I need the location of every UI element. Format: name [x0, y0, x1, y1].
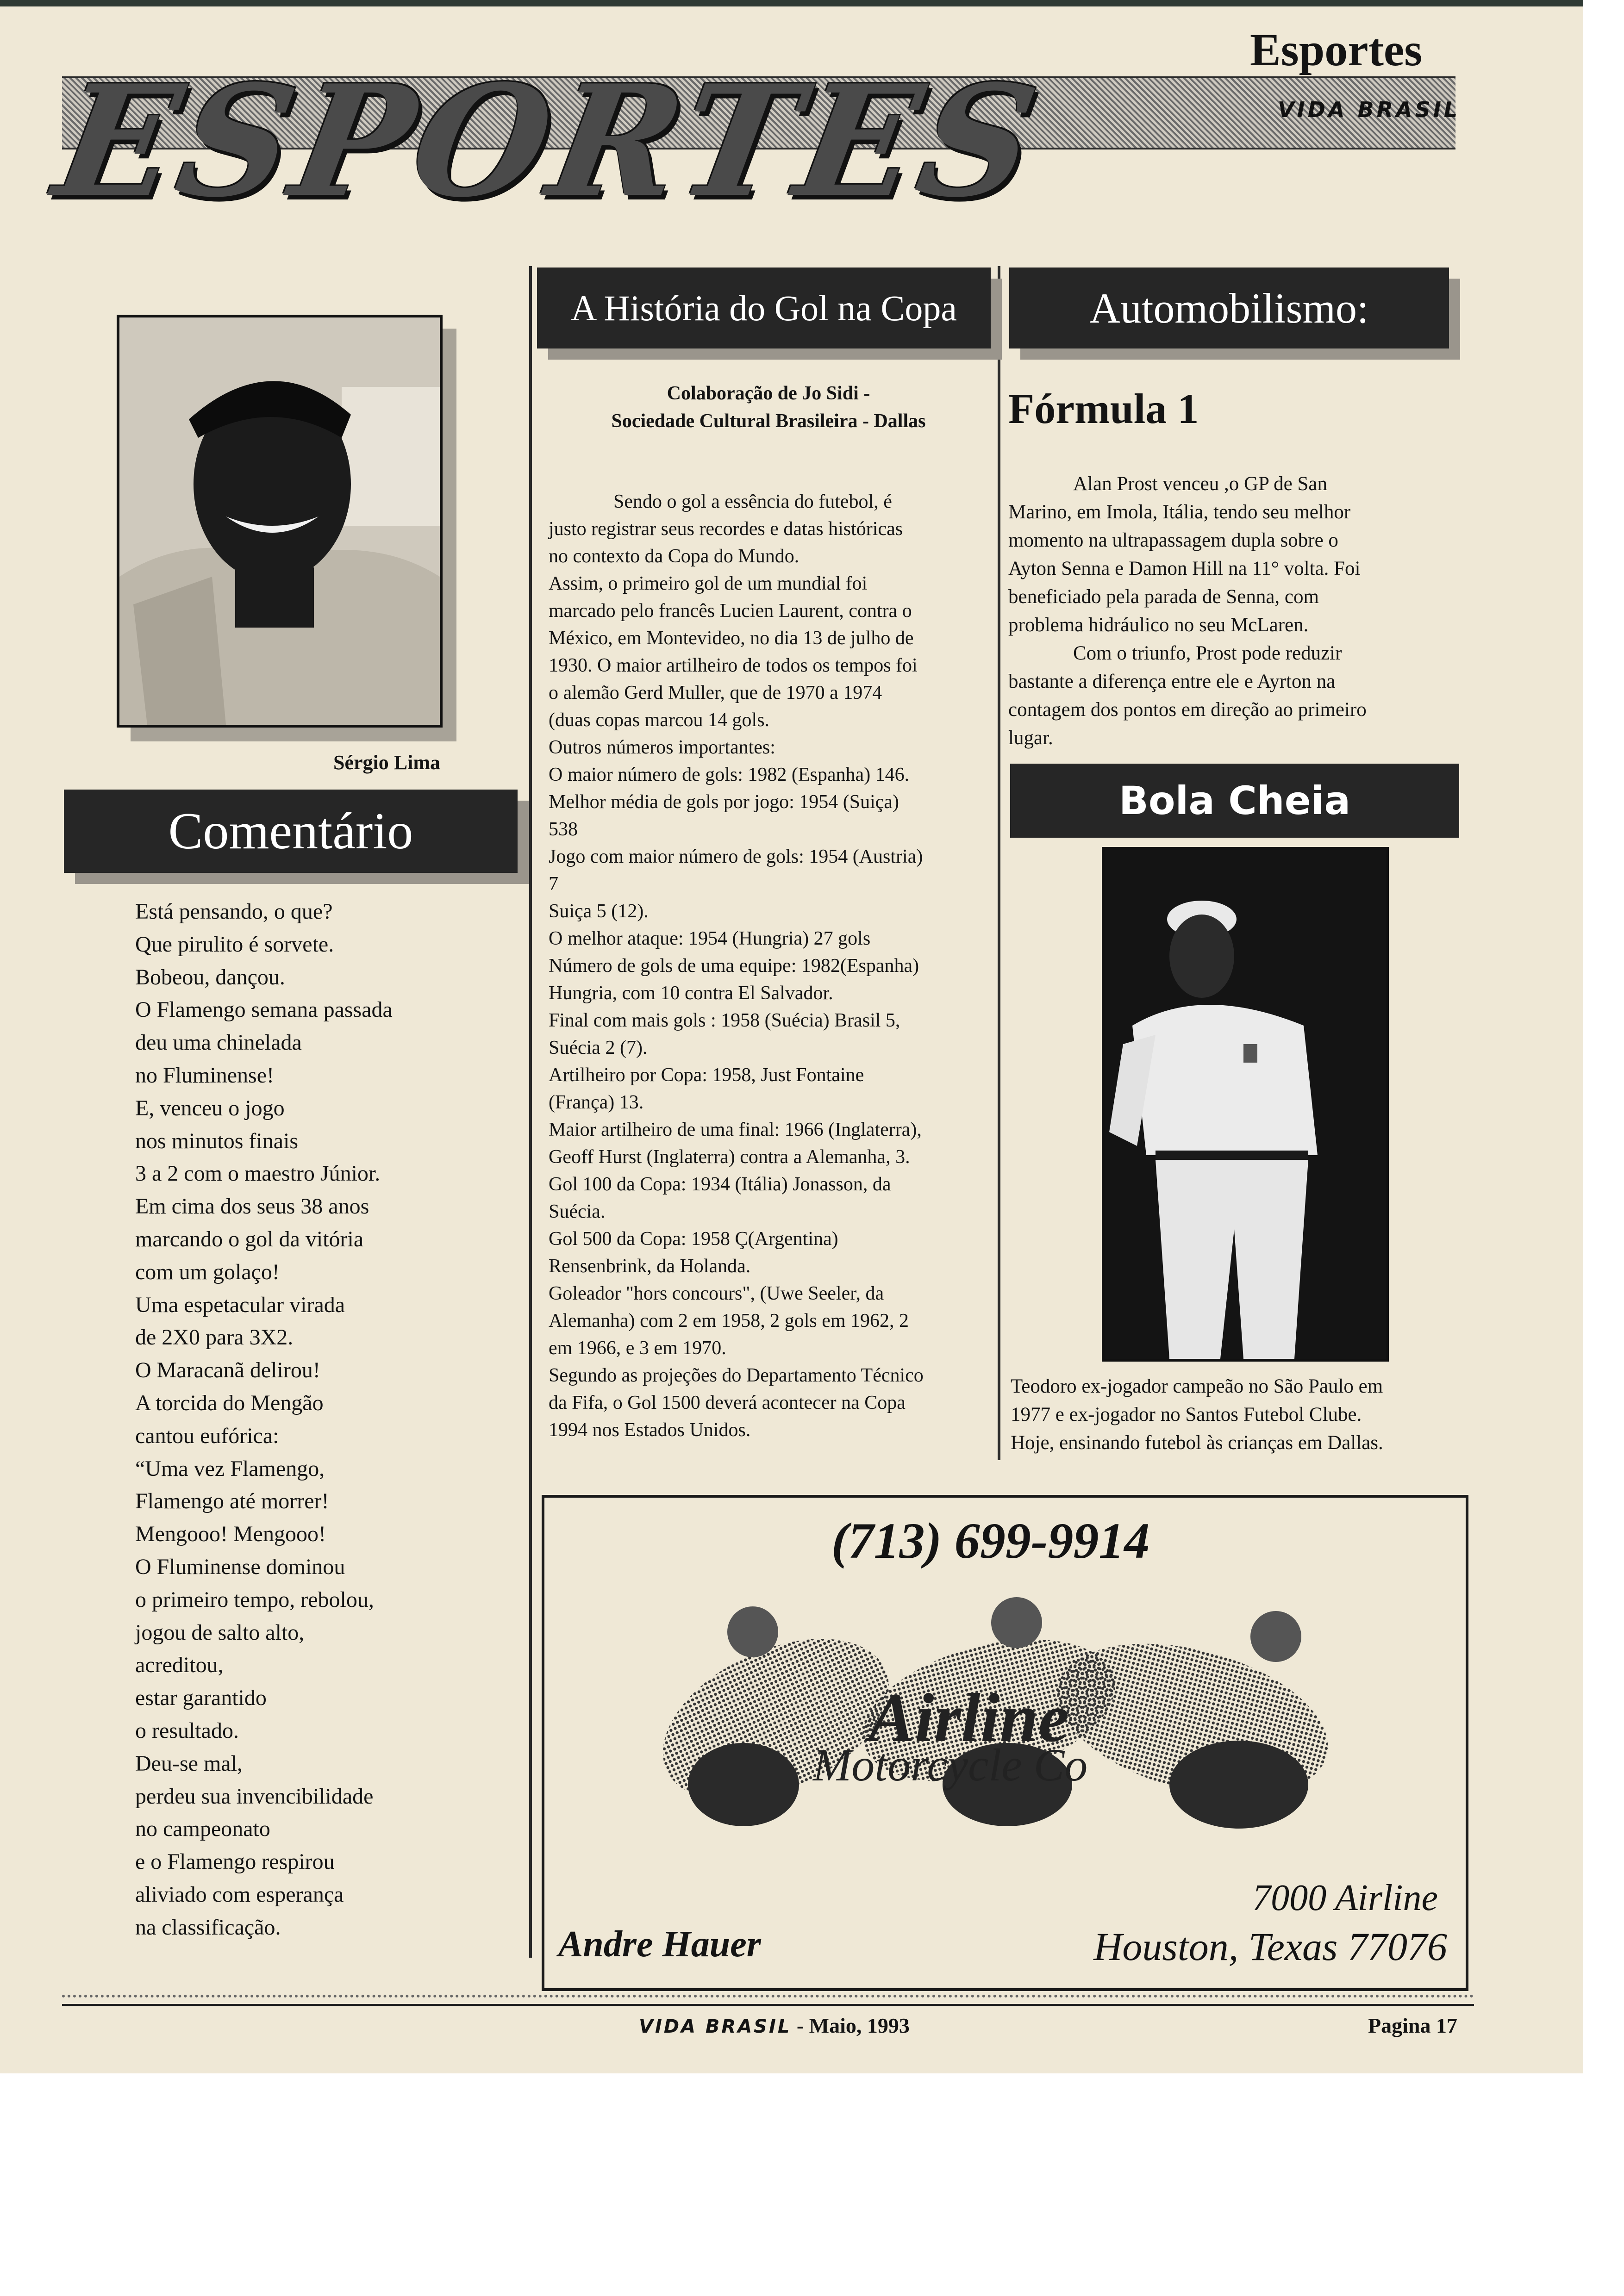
- comentario-line: o primeiro tempo, rebolou,: [135, 1587, 374, 1612]
- formula1-line: Com o triunfo, Prost pode reduzir: [1073, 642, 1342, 664]
- historia-line: da Fifa, o Gol 1500 deverá acontecer na Copa: [549, 1392, 906, 1413]
- formula1-line: contagem dos pontos em direção ao primeiro: [1008, 699, 1367, 721]
- footer-dotted-rule: [62, 1995, 1474, 1997]
- top-rule: [0, 0, 1583, 6]
- historia-line: Número de gols de uma equipe: 1982(Espanha): [549, 955, 919, 977]
- comentario-line: com um golaço!: [135, 1259, 280, 1284]
- historia-line: 1994 nos Estados Unidos.: [549, 1419, 751, 1441]
- historia-line: 1930. O maior artilheiro de todos os tempos foi: [549, 655, 918, 676]
- footer-brand: VIDA BRASIL: [639, 2016, 792, 2037]
- historia-line: México, em Montevideo, no dia 13 de julho de: [549, 628, 914, 649]
- comentario-line: O Maracanã delirou!: [135, 1358, 320, 1383]
- historia-title: A História do Gol na Copa: [570, 287, 957, 328]
- historia-header: [537, 268, 991, 348]
- comentario-line: Está pensando, o que?: [135, 899, 333, 924]
- historia-line: 7: [549, 873, 558, 895]
- comentario-line: deu uma chinelada: [135, 1030, 302, 1055]
- comentario-line: Uma espetacular virada: [135, 1292, 345, 1317]
- historia-line: O melhor ataque: 1954 (Hungria) 27 gols: [549, 928, 871, 949]
- historia-line: Jogo com maior número de gols: 1954 (Austria): [549, 846, 923, 867]
- formula1-line: momento na ultrapassagem dupla sobre o: [1008, 529, 1338, 551]
- comentario-line: O Fluminense dominou: [135, 1554, 345, 1579]
- credit-line-2: Sociedade Cultural Brasileira - Dallas: [611, 411, 926, 432]
- comentario-line: O Flamengo semana passada: [135, 997, 393, 1022]
- comentario-line: o resultado.: [135, 1718, 239, 1743]
- historia-line: Suécia 2 (7).: [549, 1037, 648, 1058]
- comentario-line: estar garantido: [135, 1686, 267, 1711]
- comentario-line: e o Flamengo respirou: [135, 1849, 335, 1874]
- historia-line: no contexto da Copa do Mundo.: [549, 546, 800, 567]
- historia-line: Alemanha) com 2 em 1958, 2 gols em 1962, 2: [549, 1310, 909, 1332]
- comentario-line: aliviado com esperança: [135, 1882, 344, 1907]
- historia-line: Artilheiro por Copa: 1958, Just Fontaine: [549, 1064, 864, 1086]
- footer-rule: [62, 2004, 1474, 2006]
- comentario-line: perdeu sua invencibilidade: [135, 1784, 374, 1809]
- ad-address-street: 7000 Airline: [1252, 1878, 1438, 1918]
- historia-line: O maior número de gols: 1982 (Espanha) 146.: [549, 764, 910, 785]
- historia-line: Gol 100 da Copa: 1934 (Itália) Jonasson, da: [549, 1174, 891, 1195]
- comentario-line: Mengooo! Mengooo!: [135, 1522, 326, 1547]
- historia-line: Rensenbrink, da Holanda.: [549, 1256, 751, 1277]
- portrait-image: [119, 317, 440, 725]
- ad-business-type: Motorcycle Co: [813, 1739, 1088, 1791]
- comentario-line: Em cima dos seus 38 anos: [135, 1194, 369, 1219]
- bola-cheia-title: Bola Cheia: [1118, 778, 1351, 823]
- comentario-line: “Uma vez Flamengo,: [135, 1456, 325, 1481]
- historia-line: Maior artilheiro de uma final: 1966 (Inglaterra),: [549, 1119, 922, 1140]
- ad-contact-name: Andre Hauer: [558, 1924, 761, 1965]
- masthead-title: ESPORTES: [44, 51, 1053, 231]
- formula1-body: [1008, 470, 1453, 752]
- bola-cheia-caption: [1011, 1372, 1464, 1457]
- comentario-line: jogou de salto alto,: [135, 1620, 305, 1645]
- portrait-caption: Sérgio Lima: [333, 751, 440, 774]
- footer-publication: [639, 2013, 910, 2038]
- footer-date: - Maio, 1993: [791, 2014, 910, 2037]
- historia-line: em 1966, e 3 em 1970.: [549, 1338, 726, 1359]
- portrait-photo-sergio-lima: [117, 315, 443, 728]
- comentario-line: Bobeou, dançou.: [135, 964, 285, 989]
- historia-line: 538: [549, 819, 578, 840]
- comentario-body: [135, 896, 506, 1944]
- automobilismo-title: Automobilismo:: [1089, 284, 1369, 332]
- historia-line: Outros números importantes:: [549, 737, 775, 758]
- comentario-line: E, venceu o jogo: [135, 1095, 285, 1120]
- historia-line: (França) 13.: [549, 1092, 644, 1113]
- historia-line: Suécia.: [549, 1201, 606, 1222]
- formula1-line: problema hidráulico no seu McLaren.: [1008, 614, 1309, 636]
- historia-line: Melhor média de gols por jogo: 1954 (Suiça): [549, 791, 899, 813]
- comentario-line: A torcida do Mengão: [135, 1390, 324, 1415]
- historia-line: Sendo o gol a essência do futebol, é: [613, 491, 892, 512]
- comentario-line: no campeonato: [135, 1817, 270, 1842]
- ad-phone: (713) 699-9914: [831, 1512, 1150, 1569]
- historia-line: (duas copas marcou 14 gols.: [549, 709, 770, 731]
- historia-line: Segundo as projeções do Departamento Técnico: [549, 1365, 924, 1386]
- comentario-line: cantou eufórica:: [135, 1423, 279, 1448]
- bola-caption-line: 1977 e ex-jogador no Santos Futebol Clube.: [1011, 1404, 1362, 1425]
- formula1-line: beneficiado pela parada de Senna, com: [1008, 586, 1319, 608]
- historia-line: Hungria, com 10 contra El Salvador.: [549, 983, 833, 1004]
- comentario-line: Deu-se mal,: [135, 1751, 243, 1776]
- comentario-header: [64, 790, 518, 873]
- teodoro-image: [1105, 850, 1386, 1359]
- footer-page-number: Pagina 17: [1368, 2014, 1457, 2037]
- historia-line: Suiça 5 (12).: [549, 901, 649, 922]
- automobilismo-header: [1009, 268, 1449, 348]
- comentario-line: Flamengo até morrer!: [135, 1489, 329, 1514]
- formula1-subtitle: Fórmula 1: [1008, 385, 1199, 432]
- photo-teodoro: [1102, 847, 1389, 1362]
- formula1-line: lugar.: [1008, 727, 1053, 749]
- bola-cheia-header: [1010, 764, 1459, 838]
- section-label: Esportes: [1250, 24, 1423, 75]
- comentario-line: marcando o gol da vitória: [135, 1226, 364, 1251]
- comentario-line: na classificação.: [135, 1915, 281, 1940]
- historia-line: marcado pelo francês Lucien Laurent, contra o: [549, 600, 912, 622]
- ad-business-name: Airline: [868, 1680, 1069, 1756]
- historia-line: justo registrar seus recordes e datas históricas: [549, 518, 903, 540]
- formula1-line: Ayton Senna e Damon Hill na 11° volta. Foi: [1008, 558, 1361, 579]
- formula1-line: bastante a diferença entre ele e Ayrton na: [1008, 671, 1336, 692]
- comentario-line: 3 a 2 com o maestro Júnior.: [135, 1161, 381, 1186]
- historia-credit: [546, 380, 991, 435]
- formula1-line: Alan Prost venceu ,o GP de San: [1073, 473, 1327, 495]
- formula1-line: Marino, em Imola, Itália, tendo seu melhor: [1008, 501, 1351, 523]
- historia-body: [549, 488, 1002, 1444]
- bola-caption-line: Hoje, ensinando futebol às crianças em Dallas.: [1011, 1432, 1383, 1454]
- historia-line: Geoff Hurst (Inglaterra) contra a Alemanha, 3.: [549, 1146, 910, 1168]
- historia-line: Final com mais gols : 1958 (Suécia) Brasil 5,: [549, 1010, 900, 1031]
- historia-line: o alemão Gerd Muller, que de 1970 a 1974: [549, 682, 882, 703]
- comentario-line: de 2X0 para 3X2.: [135, 1325, 294, 1350]
- comentario-line: nos minutos finais: [135, 1128, 299, 1153]
- column-rule-left: [529, 266, 532, 1958]
- historia-line: Gol 500 da Copa: 1958 Ç(Argentina): [549, 1228, 838, 1250]
- historia-line: Goleador "hors concours", (Uwe Seeler, da: [549, 1283, 884, 1304]
- comentario-line: Que pirulito é sorvete.: [135, 932, 334, 957]
- ad-address-city: Houston, Texas 77076: [1093, 1924, 1447, 1969]
- comentario-line: acreditou,: [135, 1653, 224, 1678]
- historia-line: Assim, o primeiro gol de um mundial foi: [549, 573, 868, 594]
- comentario-title: Comentário: [168, 802, 413, 860]
- brand-logo: VIDA BRASIL: [1278, 97, 1461, 122]
- comentario-line: no Fluminense!: [135, 1063, 274, 1088]
- airline-motorcycle-ad: [542, 1495, 1468, 1991]
- bola-caption-line: Teodoro ex-jogador campeão no São Paulo em: [1011, 1375, 1383, 1397]
- credit-line-1: Colaboração de Jo Sidi -: [667, 383, 870, 404]
